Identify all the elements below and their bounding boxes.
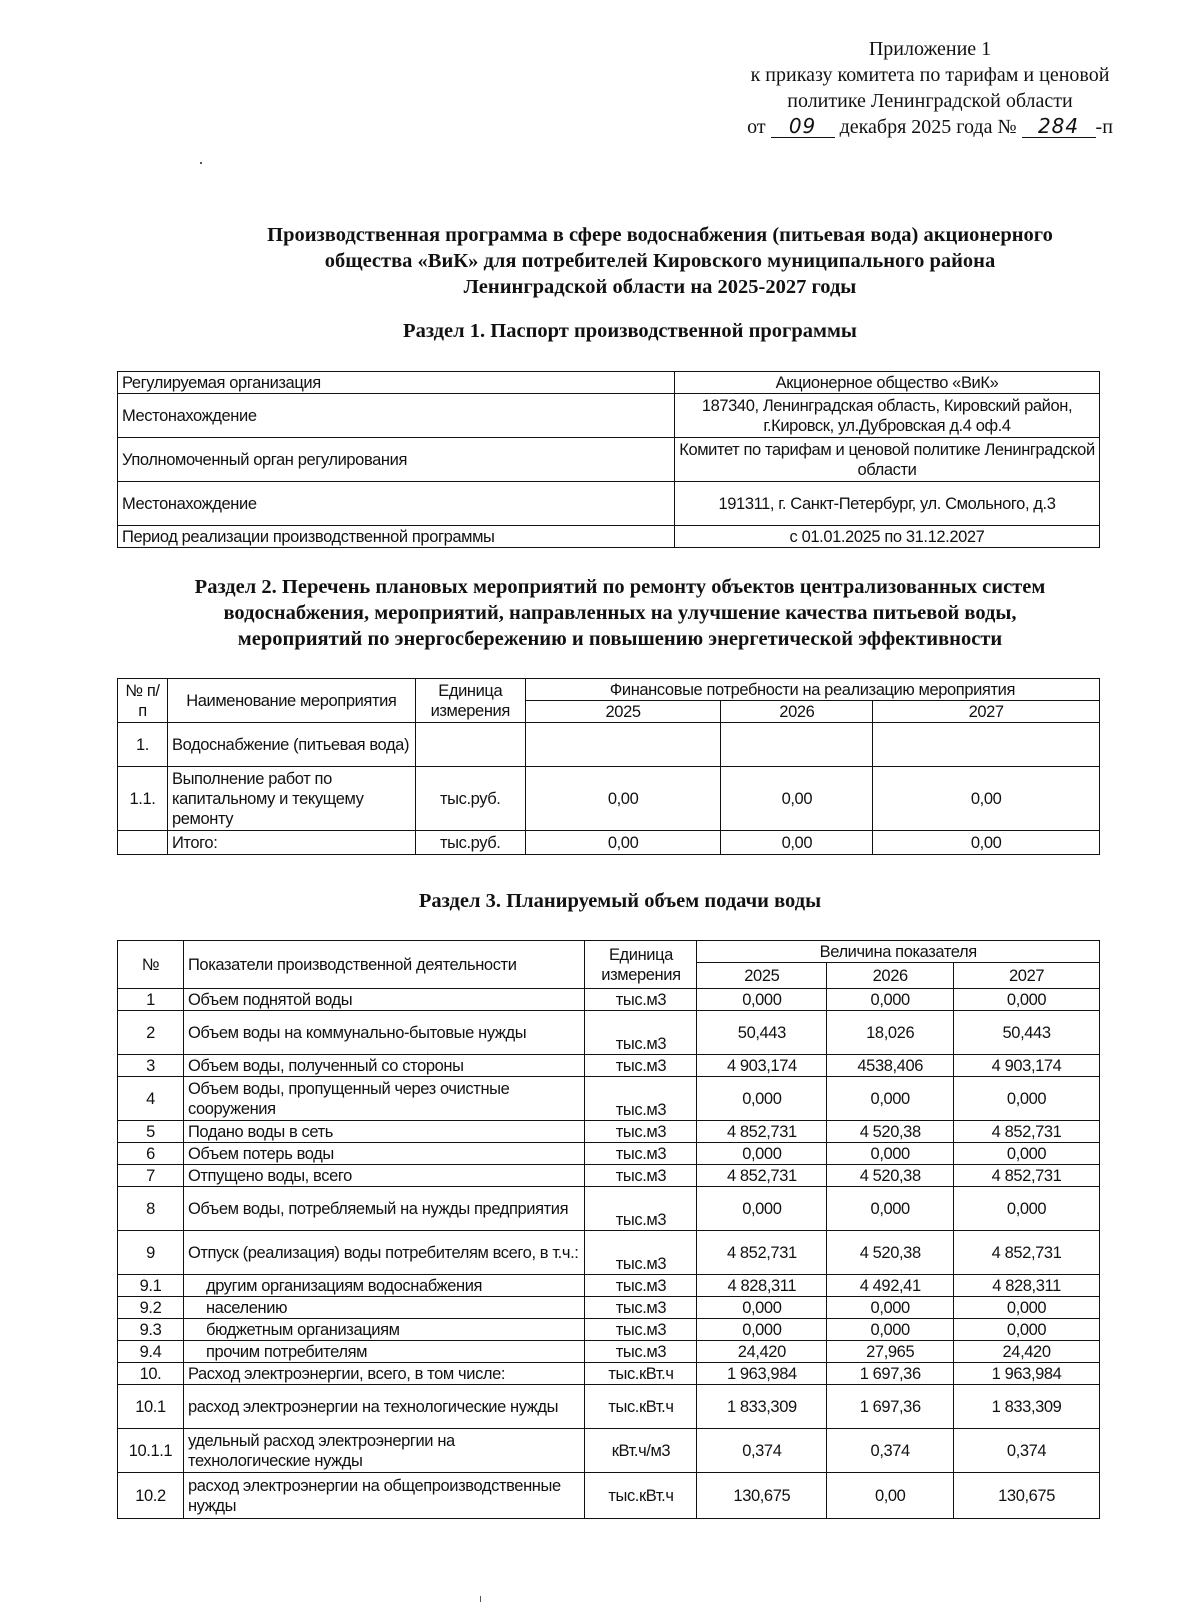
- value-2027: 4 852,731: [954, 1231, 1100, 1275]
- table-row: [118, 1187, 1100, 1231]
- row-unit: тыс.м3: [585, 1187, 697, 1231]
- row-num: 9.3: [118, 1319, 184, 1341]
- value-2025: 0,00: [525, 831, 721, 855]
- header-row: [118, 679, 1100, 701]
- row-name: Расход электроэнергии, всего, в том числе:: [183, 1363, 585, 1385]
- row-label: Период реализации производственной программы: [118, 526, 675, 548]
- value-2026: 1 697,36: [827, 1363, 954, 1385]
- title-line-3: Ленинградской области на 2025-2027 годы: [463, 276, 857, 298]
- value-2027: 130,675: [954, 1473, 1100, 1519]
- value-2025: 0,000: [697, 1319, 827, 1341]
- value-2027: 0,00: [873, 767, 1100, 831]
- row-unit: тыс.руб.: [415, 767, 525, 831]
- appendix-authority-line: политике Ленинградской области: [787, 90, 1073, 112]
- value-2025: 4 903,174: [697, 1055, 827, 1077]
- col-header-2025: 2025: [697, 963, 827, 989]
- row-num: 9: [118, 1231, 184, 1275]
- value-2026: 0,000: [827, 1297, 954, 1319]
- row-value: 187340, Ленинградская область, Кировский район, г.Кировск, ул.Дубровская д.4 оф.4: [675, 394, 1100, 438]
- value-2025: 0,000: [697, 1297, 827, 1319]
- water-volume-table: [117, 940, 1100, 1519]
- value-2025: 4 852,731: [697, 1231, 827, 1275]
- document-title: [160, 222, 1160, 300]
- row-num: 2: [118, 1011, 184, 1055]
- row-unit: тыс.м3: [585, 1011, 697, 1055]
- section2-title-line-1: Раздел 2. Перечень плановых мероприятий по ремонту объектов централизованных систем: [194, 576, 1046, 598]
- row-name: бюджетным организациям: [183, 1319, 585, 1341]
- row-unit: тыс.м3: [585, 1121, 697, 1143]
- row-num: 10.2: [118, 1473, 184, 1519]
- row-name: Отпуск (реализация) воды потребителям всего, в т.ч.:: [183, 1231, 585, 1275]
- row-unit: тыс.м3: [585, 1165, 697, 1187]
- value-2027: 4 852,731: [954, 1121, 1100, 1143]
- row-unit: кВт.ч/м3: [585, 1429, 697, 1473]
- row-name: Объем воды, полученный со стороны: [183, 1055, 585, 1077]
- row-num: 10.: [118, 1363, 184, 1385]
- row-name: Объем воды на коммунально-бытовые нужды: [183, 1011, 585, 1055]
- table-row: [118, 1231, 1100, 1275]
- row-num: 9.1: [118, 1275, 184, 1297]
- table-row: [118, 1319, 1100, 1341]
- table-row: [118, 1121, 1100, 1143]
- table-row: [118, 989, 1100, 1011]
- row-name: населению: [183, 1297, 585, 1319]
- value-2027: 0,000: [954, 1077, 1100, 1121]
- col-header-2025: 2025: [525, 701, 721, 723]
- value-2025: 4 852,731: [697, 1165, 827, 1187]
- row-unit: тыс.м3: [585, 1297, 697, 1319]
- row-num: 5: [118, 1121, 184, 1143]
- value-2025: 0,000: [697, 1143, 827, 1165]
- row-unit: тыс.м3: [585, 1319, 697, 1341]
- row-unit: тыс.кВт.ч: [585, 1385, 697, 1429]
- table-row: [118, 1429, 1100, 1473]
- appendix-header: [700, 36, 1160, 140]
- row-num: 1: [118, 989, 184, 1011]
- col-header-unit: Единица измерения: [415, 679, 525, 723]
- value-2027: 50,443: [954, 1011, 1100, 1055]
- value-2026: 1 697,36: [827, 1385, 954, 1429]
- table-row: [118, 1077, 1100, 1121]
- section1-title: Раздел 1. Паспорт производственной программы: [403, 320, 857, 342]
- value-2025: 4 828,311: [697, 1275, 827, 1297]
- value-2026: 4 520,38: [827, 1121, 954, 1143]
- row-num: 9.2: [118, 1297, 184, 1319]
- value-2027: [873, 723, 1100, 767]
- col-header-2027: 2027: [954, 963, 1100, 989]
- month-year: декабря 2025 года №: [839, 116, 1017, 138]
- row-num: 4: [118, 1077, 184, 1121]
- value-2027: 4 828,311: [954, 1275, 1100, 1297]
- table-row: [118, 394, 1100, 438]
- table-row: [118, 1341, 1100, 1363]
- table-row: [118, 1165, 1100, 1187]
- row-unit: тыс.м3: [585, 1143, 697, 1165]
- value-2026: [721, 723, 873, 767]
- col-header-name: Показатели производственной деятельности: [183, 941, 585, 989]
- value-2025: 1 963,984: [697, 1363, 827, 1385]
- row-name: Выполнение работ по капитальному и текущему ремонту: [167, 767, 415, 831]
- value-2025: 0,000: [697, 1077, 827, 1121]
- row-label: Уполномоченный орган регулирования: [118, 438, 675, 482]
- row-num: 10.1: [118, 1385, 184, 1429]
- section2-title-line-2: водоснабжения, мероприятий, направленных на улучшение качества питьевой воды,: [223, 602, 1017, 624]
- row-unit: тыс.м3: [585, 1275, 697, 1297]
- row-unit: тыс.кВт.ч: [585, 1473, 697, 1519]
- table-row: [118, 723, 1100, 767]
- table-row: [118, 482, 1100, 526]
- row-name: Водоснабжение (питьевая вода): [167, 723, 415, 767]
- date-prefix: от: [747, 116, 766, 138]
- passport-table: [117, 371, 1100, 548]
- table-row: [118, 1473, 1100, 1519]
- row-num: 10.1.1: [118, 1429, 184, 1473]
- col-header-finance: Финансовые потребности на реализацию мероприятия: [525, 679, 1099, 701]
- value-2026: 27,965: [827, 1341, 954, 1363]
- value-2025: 0,000: [697, 989, 827, 1011]
- table-row: [118, 526, 1100, 548]
- title-line-2: общества «ВиК» для потребителей Кировского муниципального района: [324, 250, 996, 272]
- row-value: с 01.01.2025 по 31.12.2027: [675, 526, 1100, 548]
- row-name: Объем воды, пропущенный через очистные сооружения: [183, 1077, 585, 1121]
- row-name: расход электроэнергии на технологические нужды: [183, 1385, 585, 1429]
- appendix-date-line: [700, 114, 1160, 140]
- value-2026: 4 520,38: [827, 1165, 954, 1187]
- row-unit: тыс.м3: [585, 1341, 697, 1363]
- value-2027: 0,000: [954, 1319, 1100, 1341]
- value-2027: 0,000: [954, 1187, 1100, 1231]
- table-row: [118, 1055, 1100, 1077]
- row-num: 1.: [118, 723, 168, 767]
- section3-title: Раздел 3. Планируемый объем подачи воды: [418, 890, 822, 912]
- value-2027: 4 903,174: [954, 1055, 1100, 1077]
- value-2027: 4 852,731: [954, 1165, 1100, 1187]
- row-name: Объем поднятой воды: [183, 989, 585, 1011]
- value-2025: 0,00: [525, 767, 721, 831]
- value-2027: 0,000: [954, 989, 1100, 1011]
- row-name: Итого:: [167, 831, 415, 855]
- activities-table: [117, 678, 1100, 855]
- value-2025: 0,000: [697, 1187, 827, 1231]
- row-unit: тыс.руб.: [415, 831, 525, 855]
- value-2025: 0,374: [697, 1429, 827, 1473]
- value-2025: 130,675: [697, 1473, 827, 1519]
- value-2026: 0,000: [827, 1187, 954, 1231]
- row-name: удельный расход электроэнергии на технологические нужды: [183, 1429, 585, 1473]
- table-row: [118, 767, 1100, 831]
- col-header-value: Величина показателя: [697, 941, 1100, 963]
- row-value: Комитет по тарифам и ценовой политике Ленинградской области: [675, 438, 1100, 482]
- value-2025: 4 852,731: [697, 1121, 827, 1143]
- value-2026: 0,00: [721, 831, 873, 855]
- row-value: 191311, г. Санкт-Петербург, ул. Смольного, д.3: [675, 482, 1100, 526]
- row-name: расход электроэнергии на общепроизводственные нужды: [183, 1473, 585, 1519]
- row-name: Объем потерь воды: [183, 1143, 585, 1165]
- row-unit: тыс.м3: [585, 1077, 697, 1121]
- table-row: [118, 1363, 1100, 1385]
- scan-speck: [200, 162, 202, 164]
- row-label: Регулируемая организация: [118, 372, 675, 394]
- value-2026: 4 492,41: [827, 1275, 954, 1297]
- row-label: Местонахождение: [118, 482, 675, 526]
- row-label: Местонахождение: [118, 394, 675, 438]
- value-2027: 1 833,309: [954, 1385, 1100, 1429]
- handwritten-day: 09: [771, 115, 835, 138]
- scan-speck: [480, 1596, 481, 1602]
- value-2026: 0,374: [827, 1429, 954, 1473]
- header-row: [118, 941, 1100, 963]
- table-row: [118, 1297, 1100, 1319]
- section2-title-line-3: мероприятий по энергосбережению и повышению энергетической эффективности: [237, 628, 1003, 650]
- col-header-unit: Единица измерения: [585, 941, 697, 989]
- value-2026: 0,00: [721, 767, 873, 831]
- handwritten-order-number: 284: [1022, 115, 1096, 138]
- col-header-2026: 2026: [827, 963, 954, 989]
- title-line-1: Производственная программа в сфере водоснабжения (питьевая вода) акционерного: [267, 224, 1053, 246]
- col-header-num: № п/п: [118, 679, 168, 723]
- value-2027: 0,374: [954, 1429, 1100, 1473]
- value-2027: 24,420: [954, 1341, 1100, 1363]
- table-row: [118, 438, 1100, 482]
- table-row-total: [118, 831, 1100, 855]
- table-row: [118, 1385, 1100, 1429]
- value-2027: 1 963,984: [954, 1363, 1100, 1385]
- row-name: Объем воды, потребляемый на нужды предприятия: [183, 1187, 585, 1231]
- value-2025: [525, 723, 721, 767]
- appendix-title: Приложение 1: [868, 38, 992, 60]
- col-header-2027: 2027: [873, 701, 1100, 723]
- value-2026: 0,00: [827, 1473, 954, 1519]
- value-2026: 18,026: [827, 1011, 954, 1055]
- value-2026: 0,000: [827, 1143, 954, 1165]
- value-2025: 1 833,309: [697, 1385, 827, 1429]
- value-2026: 4538,406: [827, 1055, 954, 1077]
- value-2027: 0,00: [873, 831, 1100, 855]
- section2-title: [120, 574, 1120, 652]
- table-row: [118, 1275, 1100, 1297]
- appendix-order-line: к приказу комитета по тарифам и ценовой: [750, 64, 1110, 86]
- row-num: 7: [118, 1165, 184, 1187]
- value-2027: 0,000: [954, 1143, 1100, 1165]
- row-value: Акционерное общество «ВиК»: [675, 372, 1100, 394]
- row-num: 1.1.: [118, 767, 168, 831]
- row-num: 9.4: [118, 1341, 184, 1363]
- value-2025: 50,443: [697, 1011, 827, 1055]
- row-unit: [415, 723, 525, 767]
- table-row: [118, 1011, 1100, 1055]
- value-2026: 0,000: [827, 989, 954, 1011]
- row-unit: тыс.м3: [585, 1231, 697, 1275]
- row-unit: тыс.м3: [585, 1055, 697, 1077]
- table-row: [118, 372, 1100, 394]
- value-2026: 0,000: [827, 1319, 954, 1341]
- row-name: другим организациям водоснабжения: [183, 1275, 585, 1297]
- row-name: Подано воды в сеть: [183, 1121, 585, 1143]
- row-num: 3: [118, 1055, 184, 1077]
- col-header-name: Наименование мероприятия: [167, 679, 415, 723]
- row-num: 8: [118, 1187, 184, 1231]
- col-header-num: №: [118, 941, 184, 989]
- value-2026: 0,000: [827, 1077, 954, 1121]
- row-name: Отпущено воды, всего: [183, 1165, 585, 1187]
- row-num: 6: [118, 1143, 184, 1165]
- row-unit: тыс.м3: [585, 989, 697, 1011]
- row-name: прочим потребителям: [183, 1341, 585, 1363]
- table-row: [118, 1143, 1100, 1165]
- value-2026: 4 520,38: [827, 1231, 954, 1275]
- row-num: [118, 831, 168, 855]
- col-header-2026: 2026: [721, 701, 873, 723]
- value-2027: 0,000: [954, 1297, 1100, 1319]
- value-2025: 24,420: [697, 1341, 827, 1363]
- row-unit: тыс.кВт.ч: [585, 1363, 697, 1385]
- order-suffix: -п: [1095, 116, 1113, 138]
